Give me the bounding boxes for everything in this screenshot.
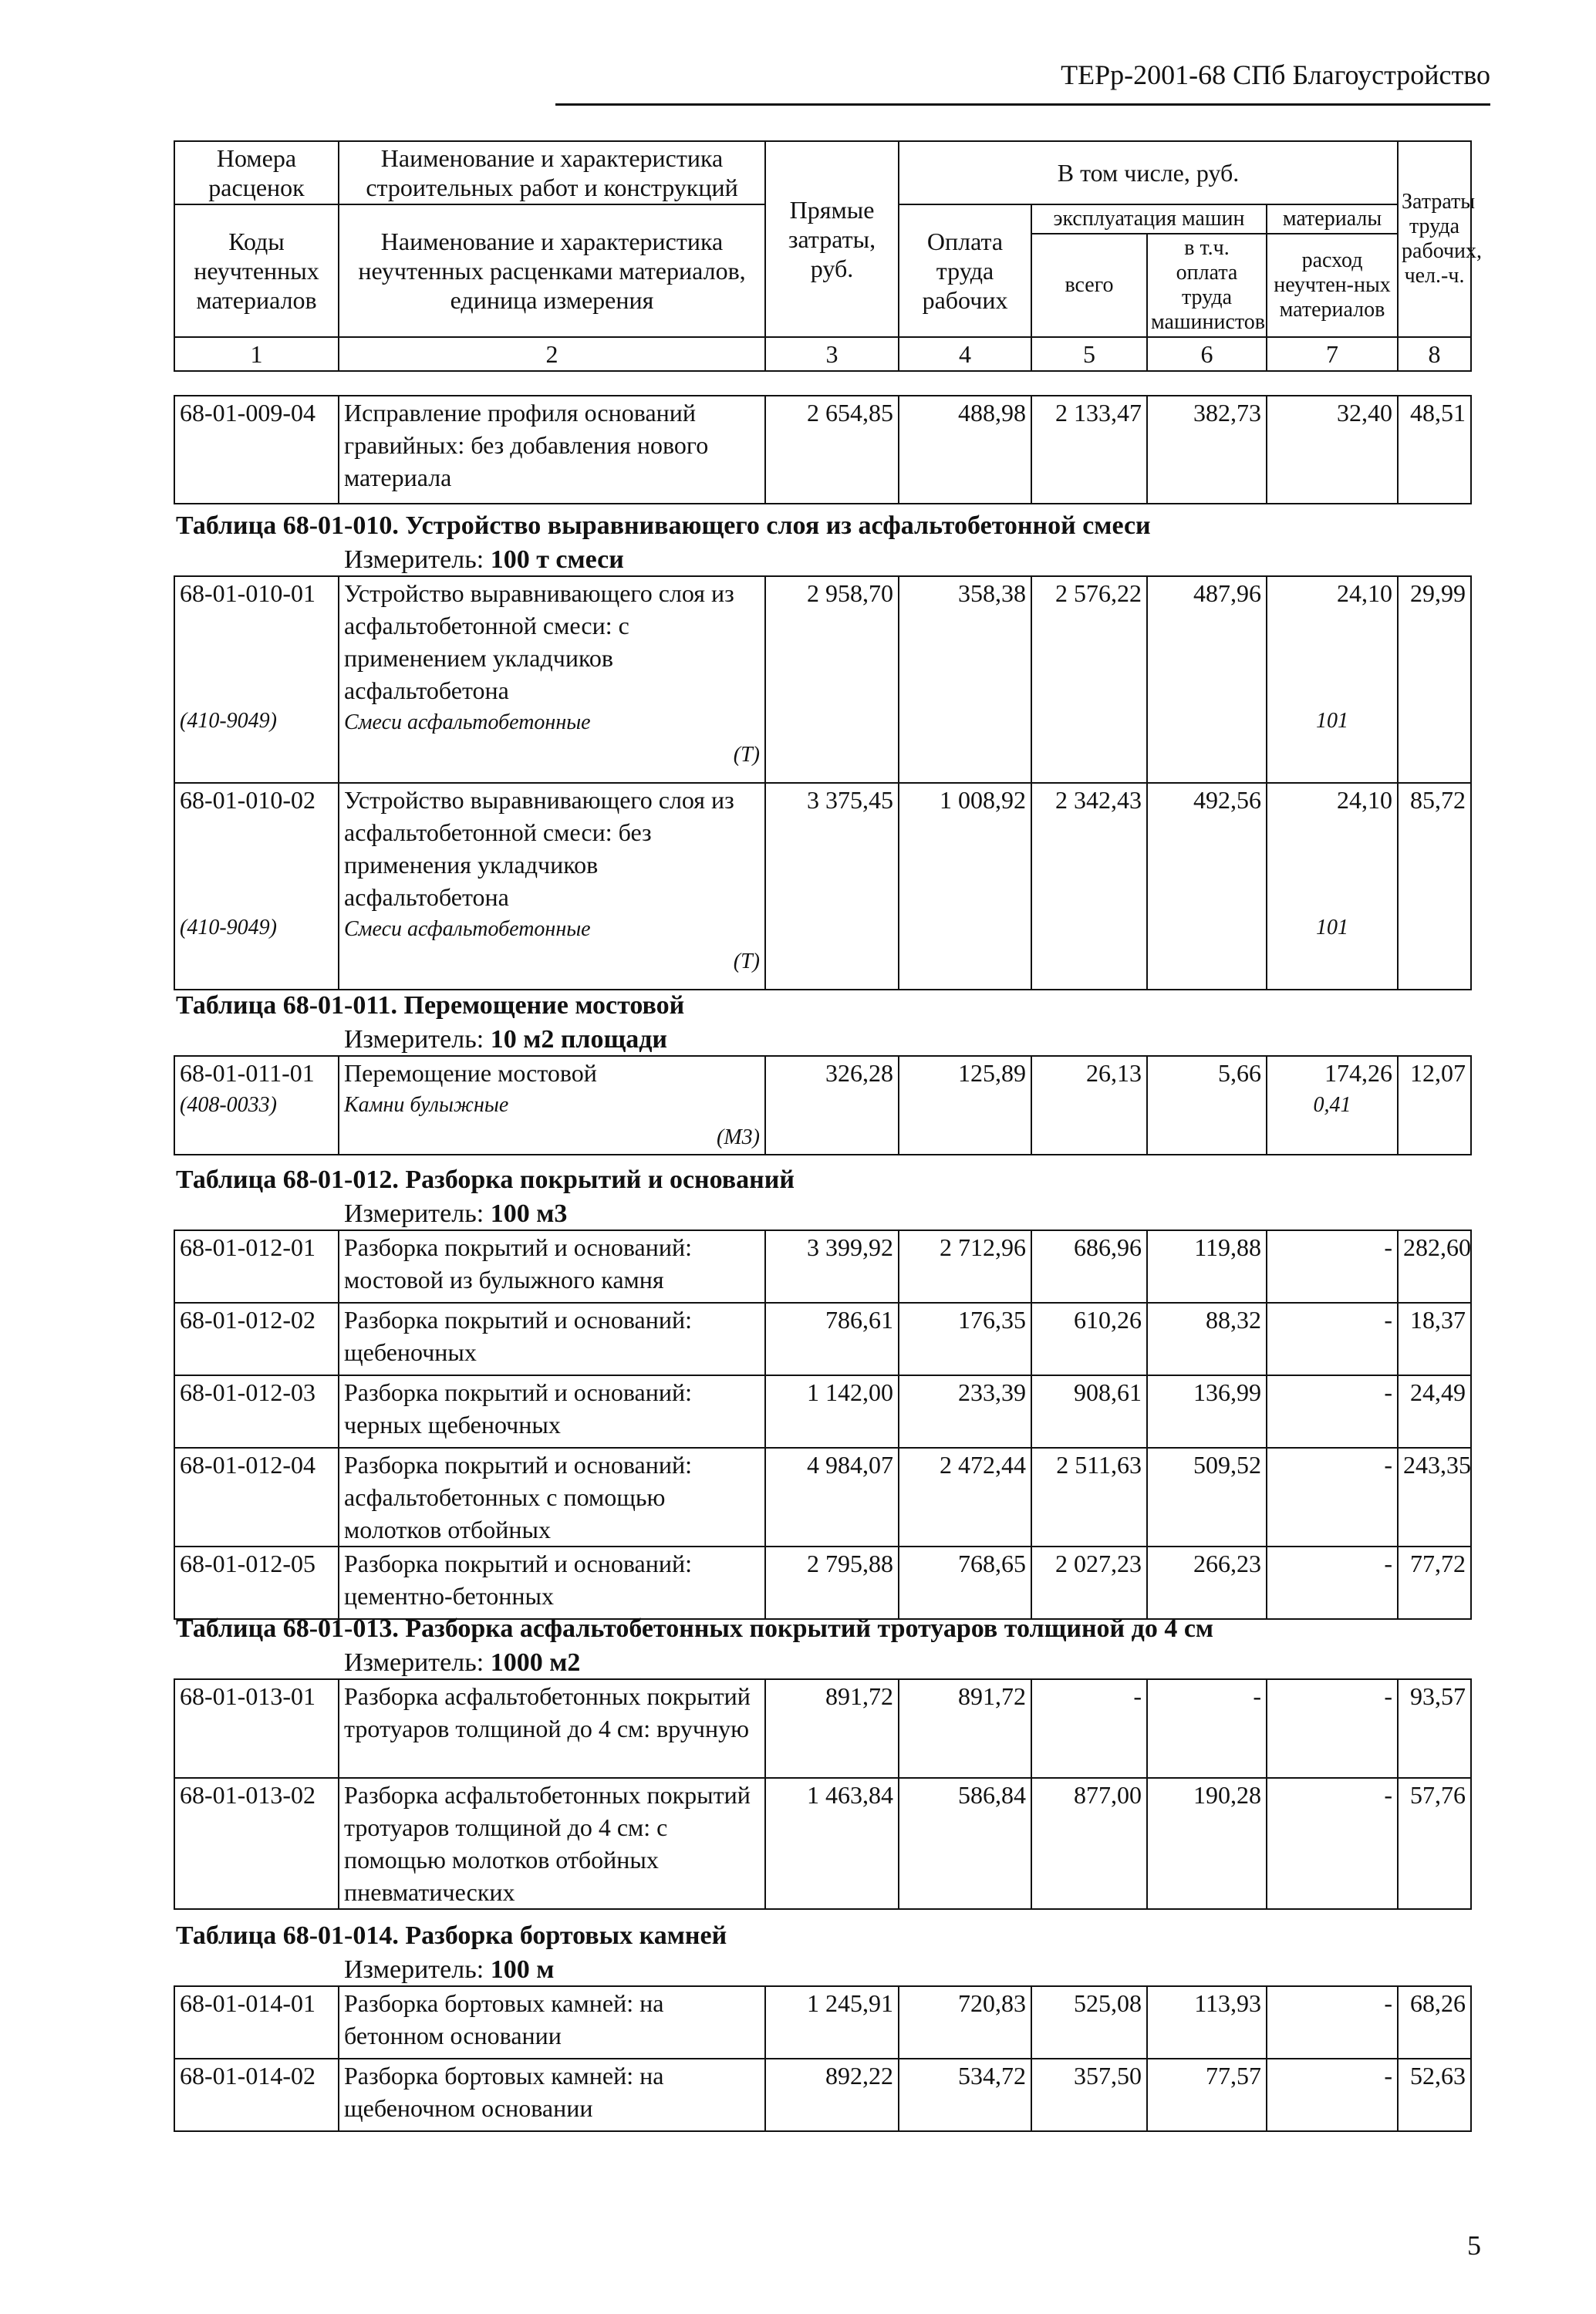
col-number: 4	[899, 337, 1031, 371]
work-name: Разборка бортовых камней: на щебеночном основании	[344, 2062, 664, 2122]
direct-cost: 786,61	[765, 1303, 899, 1375]
materials-cost: -	[1384, 1378, 1392, 1406]
rate-code-cell	[174, 396, 339, 504]
col-machines: эксплуатация машин	[1031, 204, 1267, 234]
running-header: ТЕРр-2001-68 СПб Благоустройство	[1061, 59, 1490, 90]
machines-total: 610,26	[1031, 1303, 1147, 1375]
work-name-cell	[339, 1303, 765, 1375]
work-name-cell	[339, 1679, 765, 1778]
rate-code: 68-01-012-04	[180, 1451, 315, 1479]
labor-cost: 1 008,92	[899, 783, 1031, 990]
col-number: 8	[1398, 337, 1471, 371]
machines-total: 908,61	[1031, 1375, 1147, 1448]
materials-cost: -	[1384, 1306, 1392, 1334]
rate-code: 68-01-010-01	[180, 579, 315, 607]
machines-driver: 509,52	[1147, 1448, 1267, 1547]
table-row	[174, 2059, 1471, 2131]
machines-total: 357,50	[1031, 2059, 1147, 2131]
work-name-cell	[339, 1986, 765, 2059]
direct-cost: 1 142,00	[765, 1375, 899, 1448]
work-name: Разборка покрытий и оснований: щебеночных	[344, 1306, 692, 1366]
labor-hours: 282,60	[1398, 1230, 1471, 1303]
material-unit: (Т)	[733, 743, 760, 767]
labor-cost: 176,35	[899, 1303, 1031, 1375]
direct-cost: 1 245,91	[765, 1986, 899, 2059]
rate-code: 68-01-012-05	[180, 1550, 315, 1577]
labor-cost: 534,72	[899, 2059, 1031, 2131]
machines-driver: 119,88	[1147, 1230, 1267, 1303]
col-hours: Затраты труда рабочих, чел.-ч.	[1398, 141, 1471, 337]
col-materials-sub: расход неучтен-ных материалов	[1267, 234, 1398, 337]
material-code: (410-9049)	[180, 916, 277, 939]
labor-cost: 768,65	[899, 1547, 1031, 1619]
machines-driver: 492,56	[1147, 783, 1267, 990]
machines-total: 877,00	[1031, 1778, 1147, 1909]
machines-total: 2 027,23	[1031, 1547, 1147, 1619]
machines-driver: 5,66	[1147, 1056, 1267, 1155]
work-name-cell	[339, 396, 765, 504]
material-code: (408-0033)	[180, 1093, 277, 1117]
work-name: Устройство выравнивающего слоя из асфальтобетонной смеси: с применением укладчиков асфальтобетона	[344, 579, 734, 704]
materials-cost: 174,26	[1324, 1059, 1392, 1087]
materials-cell	[1267, 783, 1398, 990]
materials-cell	[1267, 1986, 1398, 2059]
labor-hours: 68,26	[1398, 1986, 1471, 2059]
materials-cell	[1267, 1375, 1398, 1448]
table-row	[174, 1230, 1471, 1303]
price-table	[174, 575, 1472, 990]
labor-cost: 488,98	[899, 396, 1031, 504]
price-table	[174, 1055, 1472, 1155]
work-name-cell	[339, 2059, 765, 2131]
col-number: 5	[1031, 337, 1147, 371]
rate-code-cell	[174, 1375, 339, 1448]
materials-cell	[1267, 1547, 1398, 1619]
labor-hours: 24,49	[1398, 1375, 1471, 1448]
page-number: 5	[1467, 2230, 1481, 2261]
rate-code-cell	[174, 2059, 339, 2131]
table-header	[174, 140, 1483, 372]
labor-cost: 358,38	[899, 576, 1031, 783]
machines-total: 26,13	[1031, 1056, 1147, 1155]
header-rule	[555, 103, 1490, 106]
materials-cell	[1267, 1448, 1398, 1547]
labor-cost: 720,83	[899, 1986, 1031, 2059]
materials-cell	[1267, 576, 1398, 783]
col-number: 6	[1147, 337, 1267, 371]
work-name: Разборка покрытий и оснований: мостовой из булыжного камня	[344, 1233, 692, 1294]
rate-code-cell	[174, 1056, 339, 1155]
rate-code-cell	[174, 1679, 339, 1778]
direct-cost: 3 399,92	[765, 1230, 899, 1303]
labor-hours: 243,35	[1398, 1448, 1471, 1547]
price-table	[174, 395, 1472, 504]
rate-code-cell	[174, 783, 339, 990]
machines-driver: 113,93	[1147, 1986, 1267, 2059]
table-measure	[344, 543, 624, 577]
work-name-cell	[339, 783, 765, 990]
measure-label: Измеритель:	[344, 545, 491, 574]
col-labor: Оплата труда рабочих	[899, 204, 1031, 337]
table-title: Таблица 68-01-014. Разборка бортовых камней	[176, 1921, 727, 1950]
work-name-cell	[339, 1778, 765, 1909]
material-consumption: 0,41	[1313, 1093, 1351, 1117]
materials-cell	[1267, 1056, 1398, 1155]
materials-cost: 24,10	[1337, 579, 1392, 607]
table-measure	[344, 1023, 667, 1057]
direct-cost: 2 795,88	[765, 1547, 899, 1619]
direct-cost: 1 463,84	[765, 1778, 899, 1909]
machines-total: 2 511,63	[1031, 1448, 1147, 1547]
price-table	[174, 1230, 1472, 1620]
rate-code: 68-01-013-01	[180, 1682, 315, 1710]
materials-cost: -	[1384, 1781, 1392, 1809]
material-unit: (М3)	[717, 1125, 760, 1149]
measure-label: Измеритель:	[344, 1199, 491, 1228]
labor-hours: 77,72	[1398, 1547, 1471, 1619]
machines-driver: 266,23	[1147, 1547, 1267, 1619]
rate-code: 68-01-011-01	[180, 1059, 315, 1087]
machines-total: 686,96	[1031, 1230, 1147, 1303]
labor-cost: 233,39	[899, 1375, 1031, 1448]
table-title: Таблица 68-01-012. Разборка покрытий и оснований	[176, 1165, 795, 1194]
col-name-bottom: Наименование и характеристика неучтенных расценками материалов, единица измерения	[339, 204, 765, 337]
price-table	[174, 1985, 1472, 2132]
col-number: 3	[765, 337, 899, 371]
rate-code: 68-01-013-02	[180, 1781, 315, 1809]
labor-hours: 57,76	[1398, 1778, 1471, 1909]
table-measure	[344, 1646, 580, 1680]
work-name-cell	[339, 1056, 765, 1155]
table-row	[174, 1056, 1471, 1155]
material-name: Смеси асфальтобетонные	[344, 917, 591, 941]
col-number: 2	[339, 337, 765, 371]
table-row	[174, 1375, 1471, 1448]
direct-cost: 2 654,85	[765, 396, 899, 504]
col-including: В том числе, руб.	[899, 141, 1398, 204]
materials-cell	[1267, 1778, 1398, 1909]
rate-code: 68-01-012-03	[180, 1378, 315, 1406]
col-direct: Прямые затраты, руб.	[765, 141, 899, 337]
materials-cell	[1267, 2059, 1398, 2131]
col-number: 7	[1267, 337, 1398, 371]
materials-cell	[1267, 1303, 1398, 1375]
material-consumption: 101	[1316, 709, 1348, 733]
labor-hours: 85,72	[1398, 783, 1471, 990]
rate-code: 68-01-012-01	[180, 1233, 315, 1261]
labor-hours: 18,37	[1398, 1303, 1471, 1375]
labor-hours: 48,51	[1398, 396, 1471, 504]
measure-label: Измеритель:	[344, 1648, 491, 1677]
material-name: Смеси асфальтобетонные	[344, 710, 591, 734]
materials-cost: -	[1384, 1682, 1392, 1710]
material-consumption: 101	[1316, 916, 1348, 939]
labor-cost: 125,89	[899, 1056, 1031, 1155]
work-name-cell	[339, 1547, 765, 1619]
work-name-cell	[339, 1375, 765, 1448]
work-name-cell	[339, 576, 765, 783]
measure-label: Измеритель:	[344, 1955, 491, 1984]
rate-code-cell	[174, 1303, 339, 1375]
labor-hours: 29,99	[1398, 576, 1471, 783]
col-name-top: Наименование и характеристика строительных работ и конструкций	[339, 141, 765, 204]
table-row	[174, 1547, 1471, 1619]
rate-code-cell	[174, 1547, 339, 1619]
material-code: (410-9049)	[180, 709, 277, 733]
measure-value: 100 т смеси	[490, 545, 624, 574]
measure-value: 10 м2 площади	[490, 1025, 668, 1054]
col-number: 1	[174, 337, 339, 371]
labor-hours: 12,07	[1398, 1056, 1471, 1155]
direct-cost: 891,72	[765, 1679, 899, 1778]
work-name: Разборка асфальтобетонных покрытий тротуаров толщиной до 4 см: вручную	[344, 1682, 751, 1742]
col-code-top: Номера расценок	[174, 141, 339, 204]
materials-cost: -	[1384, 1451, 1392, 1479]
material-name: Камни булыжные	[344, 1093, 509, 1117]
work-name: Устройство выравнивающего слоя из асфальтобетонной смеси: без применения укладчиков асфальтобетона	[344, 786, 734, 911]
materials-cost: 24,10	[1337, 786, 1392, 814]
col-materials: материалы	[1267, 204, 1398, 234]
machines-driver: 382,73	[1147, 396, 1267, 504]
labor-cost: 2 712,96	[899, 1230, 1031, 1303]
material-unit: (Т)	[733, 950, 760, 973]
table-row	[174, 1448, 1471, 1547]
work-name: Разборка покрытий и оснований: асфальтобетонных с помощью молотков отбойных	[344, 1451, 692, 1543]
machines-driver: -	[1147, 1679, 1267, 1778]
table-row	[174, 1679, 1471, 1778]
col-machines-driver: в т.ч. оплата труда машинистов	[1147, 234, 1267, 337]
machines-driver: 77,57	[1147, 2059, 1267, 2131]
work-name-cell	[339, 1448, 765, 1547]
materials-cost: -	[1384, 1989, 1392, 2017]
measure-value: 1000 м2	[490, 1648, 581, 1677]
rate-code: 68-01-012-02	[180, 1306, 315, 1334]
direct-cost: 4 984,07	[765, 1448, 899, 1547]
work-name: Перемощение мостовой	[344, 1059, 597, 1087]
work-name-cell	[339, 1230, 765, 1303]
materials-cost: -	[1384, 1550, 1392, 1577]
direct-cost: 892,22	[765, 2059, 899, 2131]
table-measure	[344, 1953, 554, 1987]
rate-code-cell	[174, 1986, 339, 2059]
labor-hours: 93,57	[1398, 1679, 1471, 1778]
rate-code: 68-01-014-01	[180, 1989, 315, 2017]
price-table	[174, 1678, 1472, 1910]
work-name: Разборка покрытий и оснований: черных щебеночных	[344, 1378, 692, 1439]
rate-code: 68-01-009-04	[180, 399, 315, 427]
labor-cost: 586,84	[899, 1778, 1031, 1909]
table-row	[174, 1303, 1471, 1375]
measure-value: 100 м	[490, 1955, 555, 1984]
col-code-bottom: Коды неучтенных материалов	[174, 204, 339, 337]
table-row	[174, 1986, 1471, 2059]
table-row	[174, 576, 1471, 783]
direct-cost: 2 958,70	[765, 576, 899, 783]
direct-cost: 326,28	[765, 1056, 899, 1155]
table-row	[174, 396, 1471, 504]
col-machines-total: всего	[1031, 234, 1147, 337]
rate-code: 68-01-014-02	[180, 2062, 315, 2090]
rate-code: 68-01-010-02	[180, 786, 315, 814]
machines-total: 2 342,43	[1031, 783, 1147, 990]
work-name: Разборка покрытий и оснований: цементно-бетонных	[344, 1550, 692, 1610]
table-measure	[344, 1197, 567, 1231]
rate-code-cell	[174, 1230, 339, 1303]
machines-driver: 136,99	[1147, 1375, 1267, 1448]
labor-hours: 52,63	[1398, 2059, 1471, 2131]
labor-cost: 2 472,44	[899, 1448, 1031, 1547]
work-name: Исправление профиля оснований гравийных: без добавления нового материала	[344, 399, 709, 491]
machines-driver: 88,32	[1147, 1303, 1267, 1375]
machines-total: -	[1031, 1679, 1147, 1778]
table-title: Таблица 68-01-011. Перемощение мостовой	[176, 991, 685, 1020]
rate-code-cell	[174, 1778, 339, 1909]
machines-total: 525,08	[1031, 1986, 1147, 2059]
measure-label: Измеритель:	[344, 1025, 491, 1054]
materials-cost: 32,40	[1337, 399, 1392, 427]
machines-total: 2 133,47	[1031, 396, 1147, 504]
machines-driver: 487,96	[1147, 576, 1267, 783]
materials-cell	[1267, 1679, 1398, 1778]
table-row	[174, 1778, 1471, 1909]
rate-code-cell	[174, 1448, 339, 1547]
direct-cost: 3 375,45	[765, 783, 899, 990]
materials-cell	[1267, 396, 1398, 504]
measure-value: 100 м3	[490, 1199, 568, 1228]
labor-cost: 891,72	[899, 1679, 1031, 1778]
materials-cell	[1267, 1230, 1398, 1303]
materials-cost: -	[1384, 2062, 1392, 2090]
machines-driver: 190,28	[1147, 1778, 1267, 1909]
table-title: Таблица 68-01-013. Разборка асфальтобетонных покрытий тротуаров толщиной до 4 см	[176, 1614, 1214, 1643]
materials-cost: -	[1384, 1233, 1392, 1261]
table-row	[174, 783, 1471, 990]
rate-code-cell	[174, 576, 339, 783]
work-name: Разборка асфальтобетонных покрытий тротуаров толщиной до 4 см: с помощью молотков отбойных пневматических	[344, 1781, 751, 1906]
work-name: Разборка бортовых камней: на бетонном основании	[344, 1989, 664, 2049]
table-title: Таблица 68-01-010. Устройство выравнивающего слоя из асфальтобетонной смеси	[176, 511, 1151, 540]
machines-total: 2 576,22	[1031, 576, 1147, 783]
